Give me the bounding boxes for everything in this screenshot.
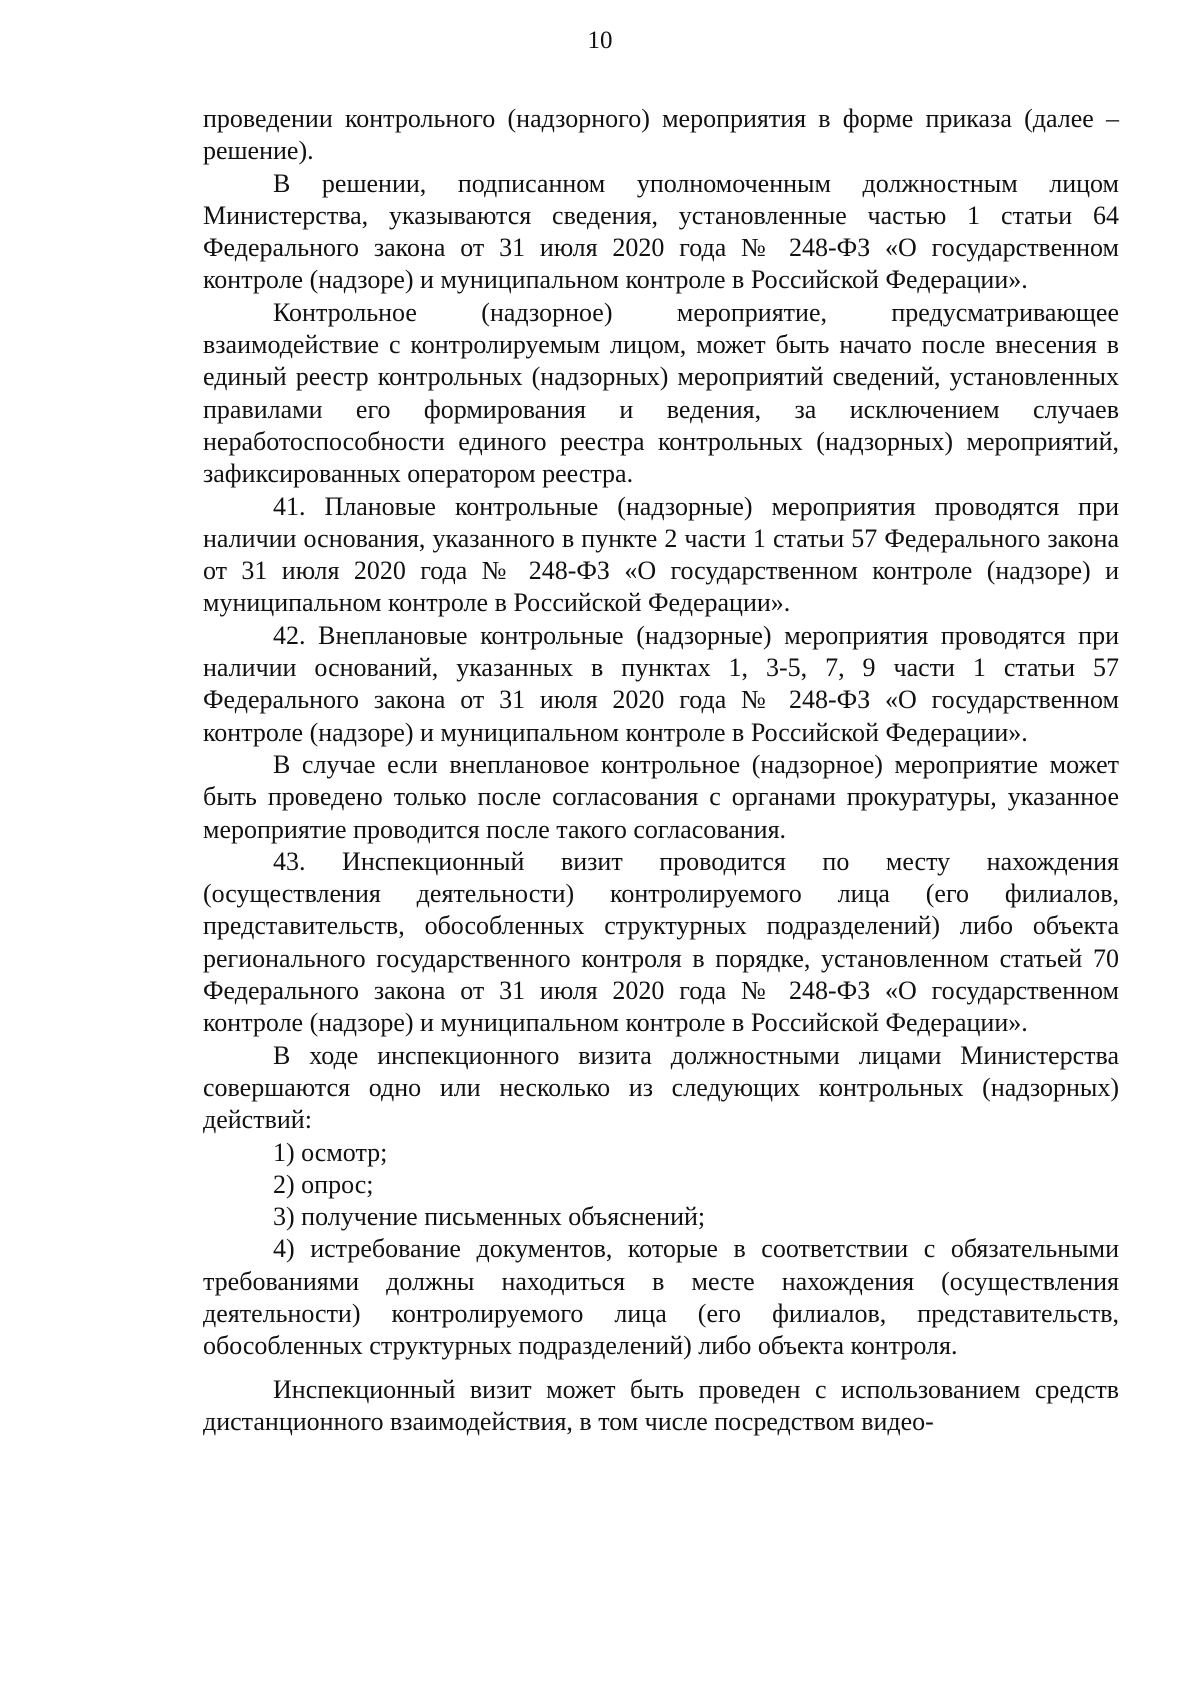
paragraph-decision-contents: В решении, подписанном уполномоченным должностным лицом Министерства, указываются сведения, установленные частью 1 статьи 64 Федерального закона от 31 июля 2020 года № 248-ФЗ «О государственном контроле (надзоре) и муниципальном контроле в Российской Федерации». <box>203 168 1119 295</box>
paragraph-remote-visit: Инспекционный визит может быть проведен с использованием средств дистанционного взаимодействия, в том числе посредством видео- <box>203 1374 1119 1436</box>
list-item-written-explanations: 3) получение письменных объяснений; <box>273 1202 706 1232</box>
paragraph-item-43: 43. Инспекционный визит проводится по месту нахождения (осуществления деятельности) контролируемого лица (его филиалов, представительств, обособленных структурных подразделений) либо объекта регионального государственного контроля в порядке, установленном статьей 70 Федерального закона от 31 июля 2020 года № 248-ФЗ «О государственном контроле (надзоре) и муниципальном контроле в Российской Федерации». <box>203 846 1119 1038</box>
paragraph-prosecutor-approval: В случае если внеплановое контрольное (надзорное) мероприятие может быть проведено только после согласования с органами прокуратуры, указанное мероприятие проводится после такого согласования. <box>203 749 1119 844</box>
page-number: 10 <box>587 27 613 54</box>
document-body <box>203 103 1119 1438</box>
paragraph-visit-actions-intro: В ходе инспекционного визита должностными лицами Министерства совершаются одно или несколько из следующих контрольных (надзорных) действий: <box>203 1040 1119 1135</box>
list-item-inspection: 1) осмотр; <box>273 1137 388 1167</box>
paragraph-item-41: 41. Плановые контрольные (надзорные) мероприятия проводятся при наличии основания, указанного в пункте 2 части 1 статьи 57 Федерального закона от 31 июля 2020 года № 248-ФЗ «О государственном контроле (надзоре) и муниципальном контроле в Российской Федерации». <box>203 491 1119 618</box>
paragraph-item-42: 42. Внеплановые контрольные (надзорные) мероприятия проводятся при наличии оснований, указанных в пунктах 1, 3-5, 7, 9 части 1 статьи 57 Федерального закона от 31 июля 2020 года № 248-ФЗ «О государственном контроле (надзоре) и муниципальном контроле в Российской Федерации». <box>203 620 1119 747</box>
paragraph-decision-continuation: проведении контрольного (надзорного) мероприятия в форме приказа (далее – решение). <box>203 104 1119 166</box>
list-item-document-request: 4) истребование документов, которые в соответствии с обязательными требованиями должны находиться в месте нахождения (осуществления деятельности) контролируемого лица (его филиалов, представительств, обособленных структурных подразделений) либо объекта контроля. <box>203 1234 1119 1361</box>
paragraph-registry-condition: Контрольное (надзорное) мероприятие, предусматривающее взаимодействие с контролируемым лицом, может быть начато после внесения в единый реестр контрольных (надзорных) мероприятий сведений, установленных правилами его формирования и ведения, за исключением случаев неработоспособности единого реестра контрольных (надзорных) мероприятий, зафиксированных оператором реестра. <box>203 297 1119 489</box>
list-item-interview: 2) опрос; <box>273 1169 374 1199</box>
